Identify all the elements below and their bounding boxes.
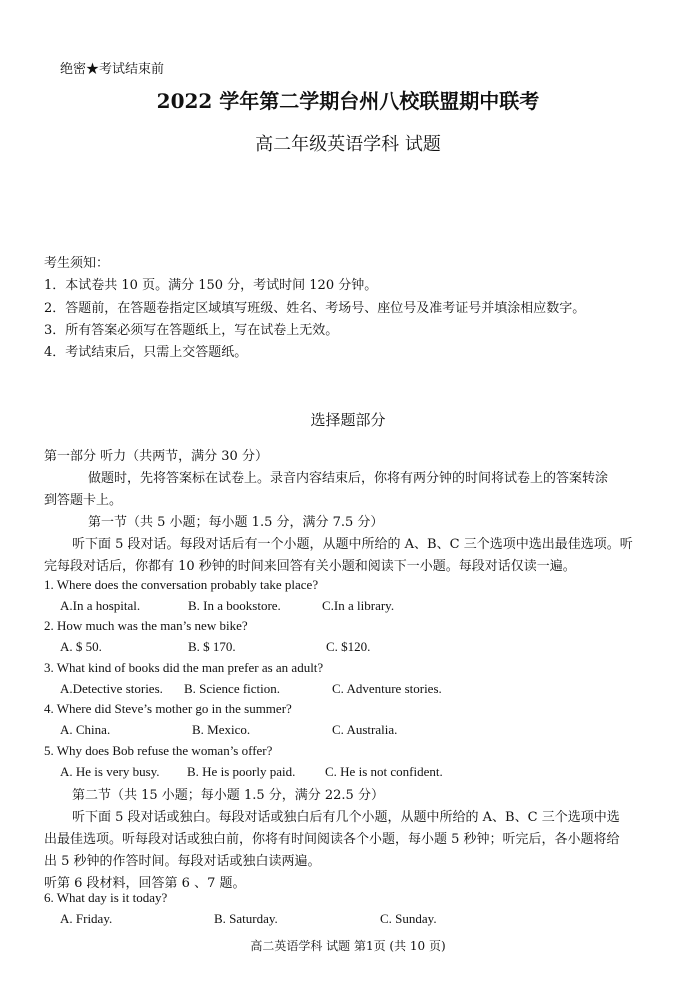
part1-intro-line1: 做题时，先将答案标在试卷上。录音内容结束后，你将有两分钟的时间将试卷上的答案转涂 bbox=[88, 471, 609, 486]
part1-heading: 第一部分 听力（共两节，满分 30 分） bbox=[44, 449, 268, 464]
section2-line1: 听下面 5 段对话或独白。每段对话或独白后有几个小题，从题中所给的 A、B、C 三个选项中选 bbox=[72, 810, 620, 825]
notice-item-4: 4．考试结束后，只需上交答题纸。 bbox=[44, 345, 248, 360]
section2-heading: 第二节（共 15 小题；每小题 1.5 分，满分 22.5 分） bbox=[72, 788, 384, 803]
section1-heading: 第一节（共 5 小题；每小题 1.5 分，满分 7.5 分） bbox=[88, 515, 384, 530]
question-6: 6. What day is it today? bbox=[44, 890, 168, 905]
q6-option-c: C. Sunday. bbox=[380, 911, 437, 926]
q2-option-c: C. $120. bbox=[326, 639, 371, 654]
q2-option-a: A. $ 50. bbox=[60, 639, 102, 654]
notice-item-1: 1．本试卷共 10 页。满分 150 分，考试时间 120 分钟。 bbox=[44, 278, 378, 293]
question-2: 2. How much was the man’s new bike? bbox=[44, 618, 248, 633]
q3-option-c: C. Adventure stories. bbox=[332, 681, 442, 696]
q4-option-c: C. Australia. bbox=[332, 722, 398, 737]
q4-option-b: B. Mexico. bbox=[192, 722, 251, 737]
section-title: 选择题部分 bbox=[310, 411, 386, 429]
q1-option-a: A.In a hospital. bbox=[60, 598, 141, 613]
secret-label: 绝密★考试结束前 bbox=[60, 62, 165, 77]
exam-title: 2022 学年第二学期台州八校联盟期中联考 bbox=[156, 89, 540, 113]
notice-item-3: 3．所有答案必须写在答题纸上，写在试卷上无效。 bbox=[44, 323, 339, 338]
q5-option-c: C. He is not confident. bbox=[325, 764, 443, 779]
section1-line1: 听下面 5 段对话。每段对话后有一个小题，从题中所给的 A、B、C 三个选项中选出最佳选项。听 bbox=[72, 537, 633, 552]
q5-option-a: A. He is very busy. bbox=[60, 764, 160, 779]
notice-item-2: 2．答题前，在答题卷指定区域填写班级、姓名、考场号、座位号及准考证号并填涂相应数字。 bbox=[44, 301, 586, 316]
q4-option-a: A. China. bbox=[60, 722, 111, 737]
section1-line2: 完每段对话后，你都有 10 秒钟的时间来回答有关小题和阅读下一小题。每段对话仅读一遍。 bbox=[44, 559, 576, 574]
part1-intro-line2: 到答题卡上。 bbox=[44, 493, 123, 508]
question-4: 4. Where did Steve’s mother go in the summer? bbox=[44, 701, 292, 716]
q5-option-b: B. He is poorly paid. bbox=[187, 764, 296, 779]
notice-heading: 考生须知： bbox=[44, 256, 110, 271]
section2-line3: 出 5 秒钟的作答时间。每段对话或独白读两遍。 bbox=[44, 854, 321, 869]
q3-option-a: A.Detective stories. bbox=[60, 681, 163, 696]
question-5: 5. Why does Bob refuse the woman’s offer? bbox=[44, 743, 273, 758]
q6-option-a: A. Friday. bbox=[60, 911, 113, 926]
q1-option-c: C.In a library. bbox=[322, 598, 395, 613]
section2-line2: 出最佳选项。听每段对话或独白前，你将有时间阅读各个小题，每小题 5 秒钟；听完后，各小题将给 bbox=[44, 832, 620, 847]
material-6-instruction: 听第 6 段材料，回答第 6 、7 题。 bbox=[44, 876, 246, 891]
question-3: 3. What kind of books did the man prefer as an adult? bbox=[44, 660, 324, 675]
q1-option-b: B. In a bookstore. bbox=[188, 598, 281, 613]
question-1: 1. Where does the conversation probably take place? bbox=[44, 577, 319, 592]
page-footer: 高二英语学科 试题 第1页 (共 10 页) bbox=[250, 939, 446, 953]
exam-subtitle: 高二年级英语学科 试题 bbox=[255, 134, 441, 155]
q2-option-b: B. $ 170. bbox=[188, 639, 236, 654]
q3-option-b: B. Science fiction. bbox=[184, 681, 281, 696]
q6-option-b: B. Saturday. bbox=[214, 911, 278, 926]
